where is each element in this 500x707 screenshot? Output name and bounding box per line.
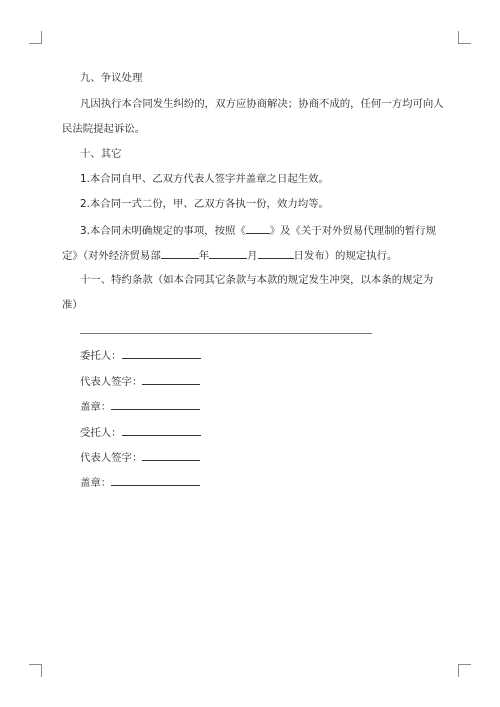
item-3-year: 年: [198, 250, 210, 262]
item-3-text-a: 3.本合同未明确规定的事项，按照《: [80, 225, 246, 237]
item-3-text-d: 日发布）的规定执行。: [293, 250, 398, 262]
rep-sign-row-2: [80, 450, 200, 465]
crop-mark-top-right: [458, 31, 471, 44]
fill-blank-month[interactable]: [209, 248, 247, 259]
section-9-paragraph-line-2: 民法院提起诉讼。: [62, 123, 146, 135]
item-3-text-c: 定》（对外经济贸易部: [62, 250, 161, 262]
section-9-paragraph-line-1: 凡因执行本合同发生纠纷的，双方应协商解决；协商不成的，任何一方均可向人: [80, 98, 444, 110]
fill-blank-regulation[interactable]: [246, 223, 270, 234]
seal-row-2: [80, 475, 200, 490]
seal-label-2: 盖章：: [80, 477, 112, 489]
section-10-item-3-line-2: [62, 248, 397, 263]
section-9-title: 九、争议处理: [80, 72, 143, 84]
seal-field-2[interactable]: [111, 475, 200, 486]
entrusted-party-row: [80, 425, 201, 440]
entrusted-party-field[interactable]: [122, 425, 201, 436]
entrusting-party-row: [80, 348, 201, 363]
section-10-title: 十、其它: [80, 148, 122, 160]
rep-sign-label-1: 代表人签字：: [80, 376, 143, 388]
fill-blank-day[interactable]: [258, 248, 294, 259]
seal-field-1[interactable]: [111, 399, 200, 410]
crop-mark-bottom-left: [29, 664, 42, 677]
fill-blank-year[interactable]: [161, 248, 199, 259]
section-10-item-1: 1.本合同自甲、乙双方代表人签字并盖章之日起生效。: [80, 173, 329, 185]
section-11-line-2: 准）: [62, 299, 83, 311]
rep-sign-field-2[interactable]: [142, 450, 200, 461]
crop-mark-top-left: [29, 31, 42, 44]
section-11-line-1: 十一、特约条款（如本合同其它条款与本款的规定发生冲突，以本条的规定为: [80, 274, 434, 286]
entrusting-party-field[interactable]: [122, 348, 201, 359]
rep-sign-row-1: [80, 374, 200, 389]
section-10-item-3-line-1: [80, 223, 436, 238]
entrusting-party-label: 委托人：: [80, 350, 122, 362]
item-3-month: 月: [247, 250, 258, 262]
seal-label-1: 盖章：: [80, 401, 112, 413]
special-terms-blank-line[interactable]: [80, 333, 372, 334]
seal-row-1: [80, 399, 200, 414]
section-10-item-2: 2.本合同一式二份，甲、乙双方各执一份，效力均等。: [80, 198, 329, 210]
crop-mark-bottom-right: [458, 664, 471, 677]
rep-sign-field-1[interactable]: [142, 374, 200, 385]
rep-sign-label-2: 代表人签字：: [80, 452, 143, 464]
item-3-text-b: 》及《关于对外贸易代理制的暂行规: [269, 225, 437, 237]
entrusted-party-label: 受托人：: [80, 427, 122, 439]
